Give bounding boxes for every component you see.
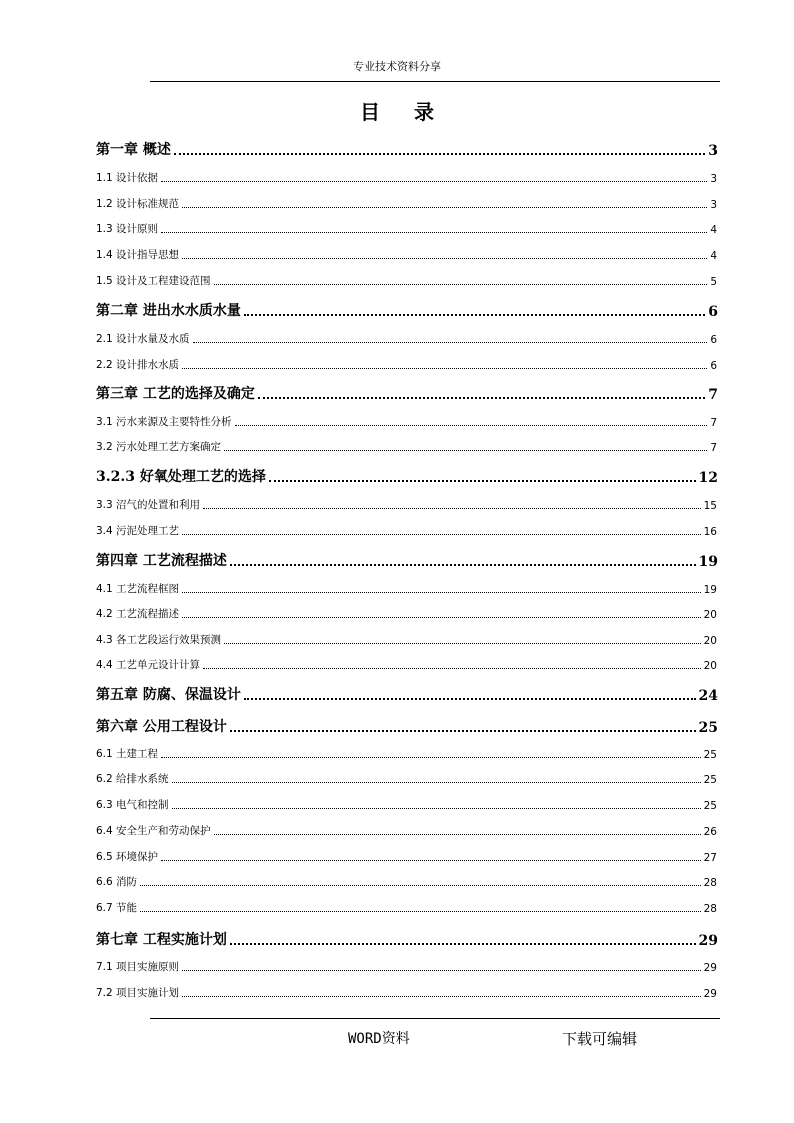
toc-entry-label: 3.2 污水处理工艺方案确定 [96,441,222,453]
toc-entry-label: 6.4 安全生产和劳动保护 [96,825,211,837]
toc-section-entry[interactable] [96,523,717,538]
toc-dot-leader [193,342,708,343]
toc-entry-label: 2.2 设计排水水质 [96,359,180,371]
toc-chapter-entry[interactable] [96,550,718,570]
toc-entry-label: 第六章 公用工程设计 [96,719,227,735]
toc-entry-label: 1.3 设计原则 [96,223,159,235]
toc-chapter-entry[interactable] [96,139,718,159]
toc-dot-leader [182,368,707,369]
toc-dot-leader [140,911,701,912]
toc-page-number: 7 [710,417,717,429]
toc-page-number: 15 [703,500,717,512]
toc-dot-leader [230,730,696,732]
toc-chapter-entry[interactable] [96,716,718,736]
toc-section-entry[interactable] [96,771,717,786]
toc-dot-leader [182,970,701,971]
toc-page-number: 4 [710,224,717,236]
toc-chapter-entry[interactable] [96,929,718,949]
toc-dot-leader [174,153,705,155]
toc-page-number: 28 [703,903,717,915]
toc-section-entry[interactable] [96,357,717,372]
toc-dot-leader [182,258,707,259]
footer-left-text: WORD资料 [348,1031,410,1047]
toc-page-number: 25 [703,774,717,786]
toc-page-number: 6 [708,304,718,320]
toc-dot-leader [230,564,696,566]
toc-entry-label: 3.3 沼气的处置和利用 [96,499,201,511]
toc-dot-leader [203,508,701,509]
toc-page-number: 24 [698,688,718,704]
toc-page-number: 20 [703,660,717,672]
toc-page-number: 4 [710,250,717,262]
toc-page-number: 6 [710,334,717,346]
toc-dot-leader [172,808,701,809]
toc-page-number: 27 [703,852,717,864]
toc-section-entry[interactable] [96,746,717,761]
toc-section-entry[interactable] [96,170,717,185]
toc-entry-label: 2.1 设计水量及水质 [96,333,190,345]
toc-page-number: 19 [703,584,717,596]
toc-section-entry[interactable] [96,823,717,838]
toc-entry-label: 第三章 工艺的选择及确定 [96,386,255,402]
toc-entry-label: 4.2 工艺流程描述 [96,608,180,620]
toc-page-number: 16 [703,526,717,538]
toc-section-entry[interactable] [96,273,717,288]
page-header: 专业技术资料分享 [353,60,441,73]
toc-dot-leader [214,834,701,835]
toc-page-number: 7 [710,442,717,454]
toc-chapter-entry[interactable] [96,383,718,403]
toc-dot-leader [182,996,701,997]
toc-section-entry[interactable] [96,414,717,429]
toc-section-entry[interactable] [96,221,717,236]
toc-entry-label: 第一章 概述 [96,142,171,158]
toc-page-number: 28 [703,877,717,889]
toc-dot-leader [224,450,707,451]
toc-section-entry[interactable] [96,439,717,454]
toc-entry-label: 第二章 进出水水质水量 [96,303,241,319]
toc-section-entry[interactable] [96,900,717,915]
toc-section-entry[interactable] [96,657,717,672]
toc-dot-leader [182,207,707,208]
toc-section-entry[interactable] [96,606,717,621]
toc-page-number: 26 [703,826,717,838]
footer-right-text: 下载可编辑 [562,1030,638,1048]
toc-entry-label: 1.4 设计指导思想 [96,249,180,261]
toc-entry-label: 3.2.3 好氧处理工艺的选择 [96,469,266,485]
toc-page-number: 12 [698,470,718,486]
toc-entry-label: 6.2 给排水系统 [96,773,169,785]
toc-entry-label: 4.4 工艺单元设计计算 [96,659,201,671]
header-rule [150,81,720,82]
toc-section-entry[interactable] [96,331,717,346]
footer-rule [150,1018,720,1019]
toc-page-number: 19 [698,554,718,570]
toc-dot-leader [230,943,696,945]
toc-entry-label: 6.7 节能 [96,902,138,914]
toc-entry-label: 1.1 设计依据 [96,172,159,184]
toc-entry-label: 第七章 工程实施计划 [96,932,227,948]
toc-dot-leader [214,284,708,285]
toc-page-number: 29 [703,962,717,974]
toc-section-entry[interactable] [96,497,717,512]
toc-dot-leader [161,757,701,758]
toc-section-entry[interactable] [96,849,717,864]
toc-entry-label: 第四章 工艺流程描述 [96,553,227,569]
toc-chapter-entry[interactable] [96,684,718,704]
toc-dot-leader [161,860,701,861]
toc-page-number: 25 [703,800,717,812]
toc-section-entry[interactable] [96,632,717,647]
toc-entry-label: 1.5 设计及工程建设范围 [96,275,211,287]
toc-dot-leader [161,232,707,233]
toc-dot-leader [244,698,696,700]
toc-page-number: 5 [710,276,717,288]
toc-dot-leader [244,314,705,316]
toc-section-entry[interactable] [96,797,717,812]
toc-entry-label: 4.3 各工艺段运行效果预测 [96,634,222,646]
toc-page-number: 3 [710,199,717,211]
toc-dot-leader [258,397,705,399]
toc-dot-leader [182,534,701,535]
toc-page-number: 6 [710,360,717,372]
toc-dot-leader [182,592,701,593]
toc-dot-leader [224,643,701,644]
toc-entry-label: 6.6 消防 [96,876,138,888]
toc-page-number: 20 [703,635,717,647]
toc-entry-label: 3.4 污泥处理工艺 [96,525,180,537]
toc-section-entry[interactable] [96,985,717,1000]
toc-dot-leader [203,668,701,669]
toc-title: 目录 [360,100,468,124]
toc-dot-leader [235,425,708,426]
toc-page-number: 25 [698,720,718,736]
toc-section-entry[interactable] [96,874,717,889]
toc-page-number: 7 [708,387,718,403]
toc-entry-label: 第五章 防腐、保温设计 [96,687,241,703]
toc-page-number: 25 [703,749,717,761]
toc-chapter-entry[interactable] [96,466,718,486]
toc-entry-label: 6.5 环境保护 [96,851,159,863]
toc-dot-leader [140,885,701,886]
toc-entry-label: 7.1 项目实施原则 [96,961,180,973]
toc-dot-leader [172,782,701,783]
toc-entry-label: 7.2 项目实施计划 [96,987,180,999]
toc-dot-leader [269,480,696,482]
toc-page-number: 3 [708,143,718,159]
toc-entry-label: 6.3 电气和控制 [96,799,169,811]
toc-section-entry[interactable] [96,581,717,596]
toc-page-number: 29 [703,988,717,1000]
toc-section-entry[interactable] [96,959,717,974]
toc-entry-label: 3.1 污水来源及主要特性分析 [96,416,232,428]
toc-dot-leader [161,181,707,182]
toc-page-number: 29 [698,933,718,949]
toc-entry-label: 1.2 设计标准规范 [96,198,180,210]
toc-page-number: 20 [703,609,717,621]
toc-section-entry[interactable] [96,196,717,211]
toc-dot-leader [182,617,701,618]
toc-section-entry[interactable] [96,247,717,262]
toc-page-number: 3 [710,173,717,185]
toc-entry-label: 4.1 工艺流程框图 [96,583,180,595]
toc-entry-label: 6.1 土建工程 [96,748,159,760]
toc-chapter-entry[interactable] [96,300,718,320]
